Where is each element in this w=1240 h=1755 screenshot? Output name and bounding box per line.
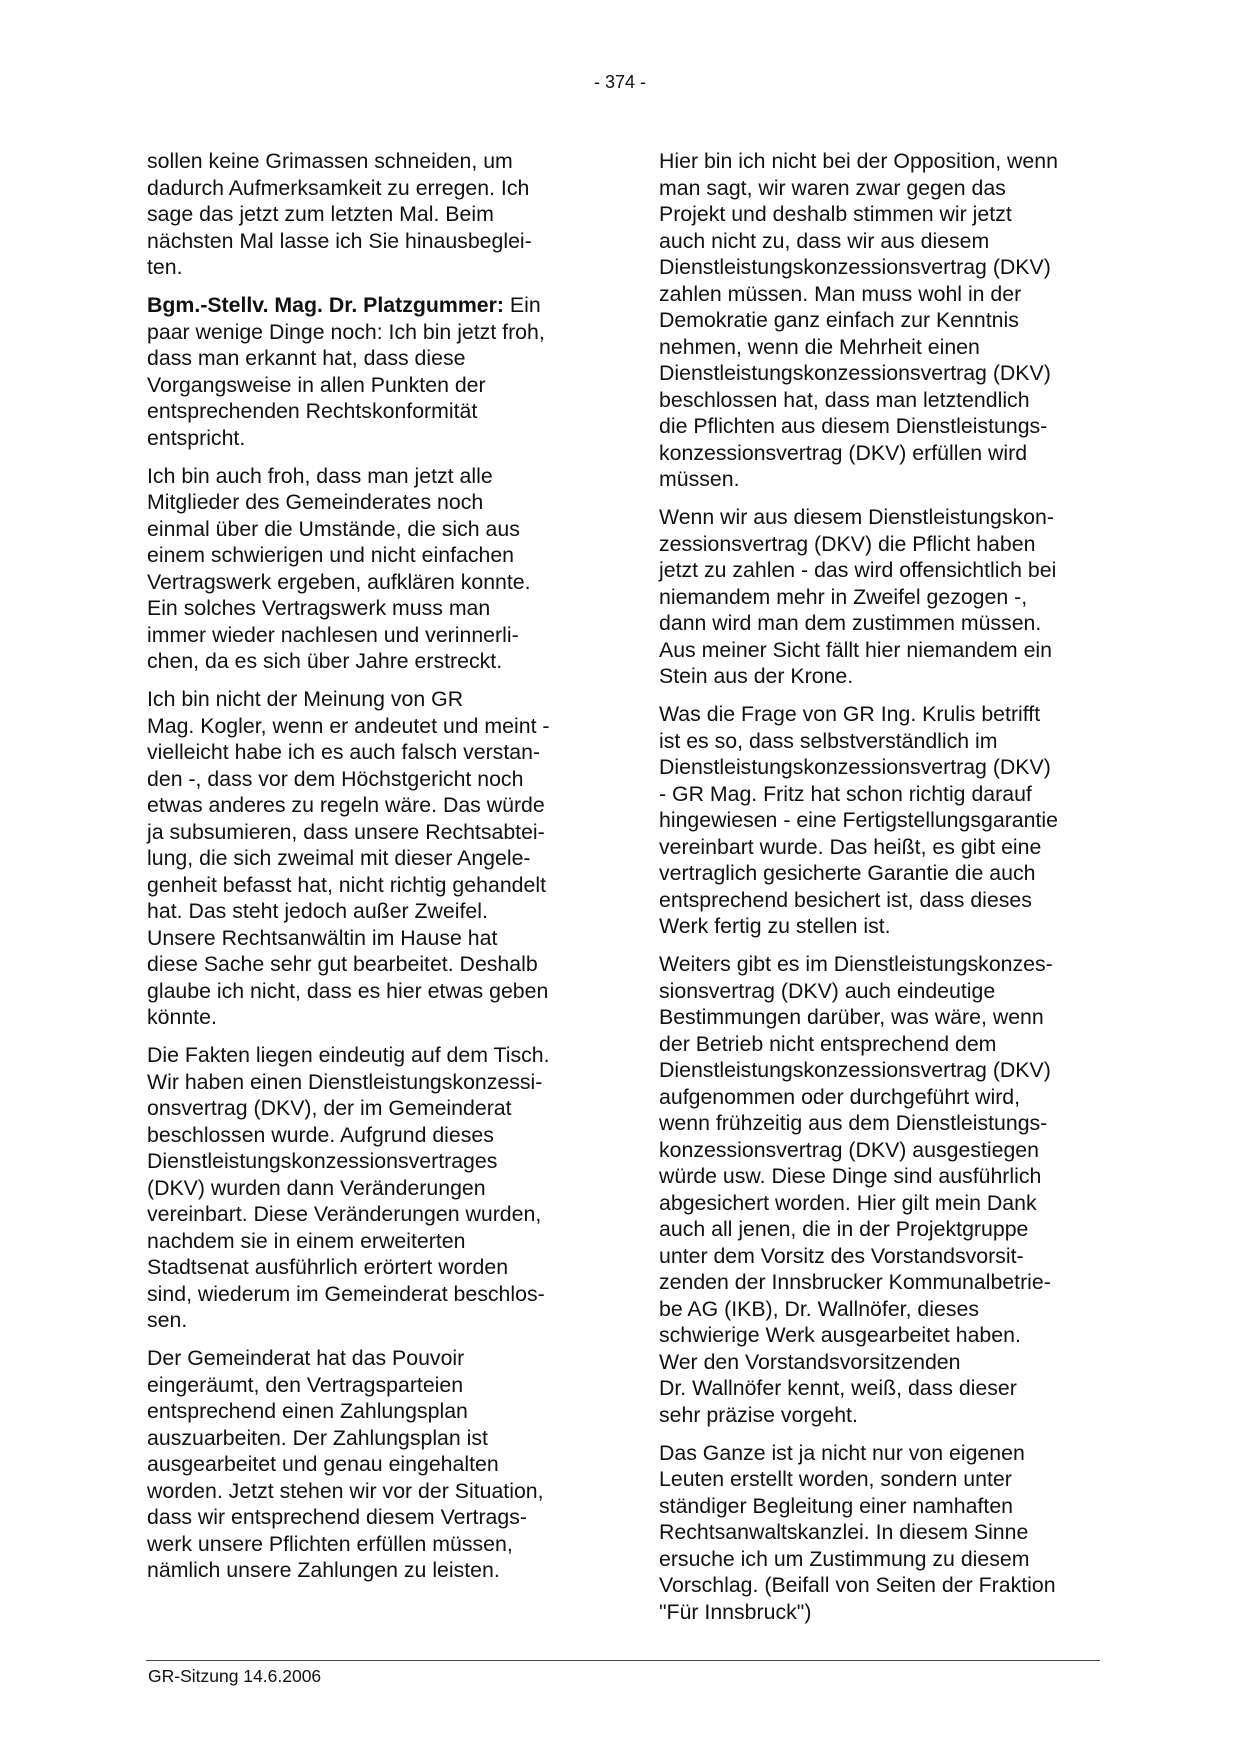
text-line [659,1057,1099,1084]
text-line [147,228,587,255]
line-text: Wer den Vorstandsvorsitzenden [659,1349,961,1374]
line-text: ist es so, dass selbstverständlich im [659,728,998,753]
text-line [659,1402,1099,1429]
text-line [659,663,1099,690]
line-text: einmal über die Umstände, die sich aus [147,516,520,541]
text-line [659,1031,1099,1058]
line-text: auszuarbeiten. Der Zahlungsplan ist [147,1425,488,1450]
text-line [147,819,587,846]
line-text: sind, wiederum im Gemeinderat beschlos- [147,1281,545,1306]
text-line [659,1349,1099,1376]
paragraph [659,148,1099,493]
speaker-name: Bgm.-Stellv. Mag. Dr. Platzgummer: [147,293,504,317]
line-text: lung, die sich zweimal mit dieser Angele- [147,846,531,870]
text-line [147,925,587,952]
text-line [147,1069,587,1096]
text-line [659,1084,1099,1111]
text-line [659,807,1099,834]
line-text: den -, dass vor dem Höchstgericht noch [147,766,524,791]
text-line [659,531,1099,558]
text-line [147,1307,587,1334]
line-text: nachdem sie in einem erweiterten [147,1228,466,1253]
line-text: ja subsumieren, dass unsere Rechtsabtei- [147,819,545,844]
text-line [659,1322,1099,1349]
text-line [147,1372,587,1399]
text-line [659,148,1099,175]
text-line [659,860,1099,887]
line-text: Mag. Kogler, wenn er andeutet und meint - [147,713,550,738]
line-text: sionsvertrag (DKV) auch eindeutige [659,978,996,1003]
line-text: Mitglieder des Gemeinderates noch [147,490,484,514]
line-text: (DKV) wurden dann Veränderungen [147,1175,486,1200]
text-line [659,228,1099,255]
text-line [659,1004,1099,1031]
line-text: der Betrieb nicht entsprechend dem [659,1031,997,1056]
paragraph [147,292,587,451]
text-line [147,739,587,766]
line-text: nämlich unsere Zahlungen zu leisten. [147,1558,500,1582]
line-text: Stein aus der Krone. [659,664,854,688]
line-text: hat. Das steht jedoch außer Zweifel. [147,899,488,923]
line-text: Dienstleistungskonzessionsvertrag (DKV) [659,755,1051,779]
left-column [147,148,587,1595]
text-line [147,1004,587,1031]
text-line [147,542,587,569]
text-line [147,1095,587,1122]
line-text: zessionsvertrag (DKV) die Pflicht haben [659,531,1036,556]
line-text: werk unsere Pflichten erfüllen müssen, [147,1531,513,1556]
text-line [147,1478,587,1505]
text-line [659,781,1099,808]
text-line [147,1148,587,1175]
text-line [659,978,1099,1005]
paragraph [147,1345,587,1584]
text-line [659,637,1099,664]
text-line [147,951,587,978]
line-text: Dienstleistungskonzessionsvertrag (DKV) [659,361,1051,385]
text-line [147,1254,587,1281]
text-line [659,201,1099,228]
text-line [659,834,1099,861]
line-text: Wir haben einen Dienstleistungskonzessi- [147,1069,543,1094]
line-text: könnte. [147,1005,217,1029]
line-text: dann wird man dem zustimmen müssen. [659,611,1042,635]
line-text: - GR Mag. Fritz hat schon richtig darauf [659,781,1032,806]
line-text: dass man erkannt hat, dass diese [147,346,466,370]
text-line [659,1190,1099,1217]
right-column [659,148,1099,1637]
text-line [659,307,1099,334]
text-line [147,1042,587,1069]
line-text: ständiger Begleitung einer namhaften [659,1493,1014,1518]
line-text: Vertragswerk ergeben, aufklären konnte. [147,569,531,594]
line-text: Dienstleistungskonzessionsvertrages [147,1149,498,1173]
text-line [147,713,587,740]
text-line [659,1110,1099,1137]
line-text: Dienstleistungskonzessionsvertrag (DKV) [659,1058,1051,1082]
line-text: diese Sache sehr gut bearbeitet. Deshalb [147,952,538,976]
line-text: vielleicht habe ich es auch falsch verstan- [147,740,541,764]
text-line [659,440,1099,467]
line-text: nehmen, wenn die Mehrheit einen [659,334,980,359]
text-line [659,1440,1099,1467]
paragraph [659,951,1099,1428]
text-line [147,1175,587,1202]
text-line [659,887,1099,914]
text-line [147,595,587,622]
text-line [147,319,587,346]
text-line [147,1345,587,1372]
text-line [147,872,587,899]
line-text: Werk fertig zu stellen ist. [659,914,891,938]
text-line [147,648,587,675]
line-text: würde usw. Diese Dinge sind ausführlich [659,1164,1042,1188]
text-line [659,504,1099,531]
line-text: die Pflichten aus diesem Dienstleistungs- [659,414,1048,438]
text-line [659,610,1099,637]
text-line [147,201,587,228]
line-text: unter dem Vorsitz des Vorstandsvorsit- [659,1243,1024,1268]
text-line [659,951,1099,978]
line-text: beschlossen hat, dass man letztendlich [659,387,1030,412]
text-line [659,466,1099,493]
paragraph [659,701,1099,940]
text-line [147,569,587,596]
line-text: be AG (IKB), Dr. Wallnöfer, dieses [659,1296,979,1321]
text-line [659,754,1099,781]
line-text: vereinbart wurde. Das heißt, es gibt eine [659,834,1042,859]
line-text: hingewiesen - eine Fertigstellungsgarantie [659,808,1058,832]
line-text: sage das jetzt zum letzten Mal. Beim [147,202,494,226]
text-line [659,1137,1099,1164]
line-text: abgesichert worden. Hier gilt mein Dank [659,1190,1037,1215]
line-text: paar wenige Dinge noch: Ich bin jetzt froh, [147,319,545,344]
paragraph [147,1042,587,1334]
line-text: entspricht. [147,425,246,450]
line-text: müssen. [659,467,740,491]
line-text: auch nicht zu, dass wir aus diesem [659,228,990,253]
line-text: Das Ganze ist ja nicht nur von eigenen [659,1440,1025,1465]
text-line [659,557,1099,584]
text-line [659,281,1099,308]
line-text: Demokratie ganz einfach zur Kenntnis [659,308,1019,332]
line-text: auch all jenen, die in der Projektgruppe [659,1217,1029,1241]
text-line [147,175,587,202]
line-text: nächsten Mal lasse ich Sie hinausbeglei- [147,228,532,253]
line-text: Vorschlag. (Beifall von Seiten der Fraktion [659,1573,1056,1597]
footer-rule [146,1660,1100,1661]
text-line [659,1216,1099,1243]
line-text: Ein [503,293,541,317]
text-line [147,372,587,399]
text-line [147,516,587,543]
line-text: vereinbart. Diese Veränderungen wurden, [147,1202,542,1226]
text-line [147,1281,587,1308]
line-text: entsprechend einen Zahlungsplan [147,1399,468,1423]
paragraph [147,148,587,281]
line-text: wenn frühzeitig aus dem Dienstleistungs- [659,1111,1048,1135]
line-text: Rechtsanwaltskanzlei. In diesem Sinne [659,1520,1029,1544]
line-text: genheit befasst hat, nicht richtig gehandelt [147,872,546,897]
text-line [659,701,1099,728]
line-text: Ich bin auch froh, dass man jetzt alle [147,463,493,488]
footer-text: GR-Sitzung 14.6.2006 [148,1666,322,1686]
text-line [147,792,587,819]
line-text: ten. [147,255,183,279]
line-text: Vorgangsweise in allen Punkten der [147,372,486,397]
text-line [659,1599,1099,1626]
text-line [147,1504,587,1531]
line-text: Weiters gibt es im Dienstleistungskonzes- [659,952,1053,976]
text-line [659,334,1099,361]
text-line [147,845,587,872]
line-text: worden. Jetzt stehen wir vor der Situation, [147,1478,544,1503]
line-text: eingeräumt, den Vertragsparteien [147,1372,464,1397]
text-line [659,1493,1099,1520]
line-text: ersuche ich um Zustimmung zu diesem [659,1546,1030,1571]
text-line [659,1296,1099,1323]
text-line [147,292,587,319]
text-line [147,489,587,516]
text-line [147,463,587,490]
text-line [147,1557,587,1584]
page-number: - 374 - [593,72,647,92]
line-text: dadurch Aufmerksamkeit zu erregen. Ich [147,175,530,200]
text-line [659,387,1099,414]
line-text: man sagt, wir waren zwar gegen das [659,175,1006,200]
paragraph [147,686,587,1031]
line-text: niemandem mehr in Zweifel gezogen -, [659,584,1028,609]
text-line [659,1163,1099,1190]
text-line [659,254,1099,281]
text-line [147,398,587,425]
text-line [147,1425,587,1452]
line-text: vertraglich gesicherte Garantie die auch [659,861,1036,885]
text-line [659,1243,1099,1270]
text-line [147,425,587,452]
line-text: beschlossen wurde. Aufgrund dieses [147,1122,494,1147]
text-line [147,766,587,793]
text-line [147,254,587,281]
text-line [659,1466,1099,1493]
line-text: Stadtsenat ausführlich erörtert worden [147,1255,509,1279]
line-text: onsvertrag (DKV), der im Gemeinderat [147,1096,512,1120]
line-text: Unsere Rechtsanwältin im Hause hat [147,925,498,950]
text-line [147,622,587,649]
line-text: Der Gemeinderat hat das Pouvoir [147,1346,465,1370]
line-text: glaube ich nicht, dass es hier etwas geben [147,978,549,1003]
text-line [659,175,1099,202]
line-text: Was die Frage von GR Ing. Krulis betrifft [659,702,1041,726]
line-text: aufgenommen oder durchgeführt wird, [659,1084,1021,1109]
paragraph [659,504,1099,690]
text-line [147,1228,587,1255]
line-text: sen. [147,1308,188,1332]
line-text: Ein solches Vertragswerk muss man [147,596,491,620]
text-line [659,360,1099,387]
line-text: sollen keine Grimassen schneiden, um [147,149,513,173]
line-text: Dienstleistungskonzessionsvertrag (DKV) [659,255,1051,279]
line-text: Hier bin ich nicht bei der Opposition, wenn [659,149,1058,173]
line-text: Ich bin nicht der Meinung von GR [147,687,464,711]
line-text: einem schwierigen und nicht einfachen [147,543,515,567]
line-text: entsprechenden Rechtskonformität [147,399,478,423]
text-line [147,686,587,713]
line-text: zahlen müssen. Man muss wohl in der [659,281,1022,306]
line-text: entsprechend besichert ist, dass dieses [659,887,1032,912]
line-text: Die Fakten liegen eindeutig auf dem Tisch. [147,1043,550,1067]
line-text: Aus meiner Sicht fällt hier niemandem ein [659,637,1052,662]
line-text: jetzt zu zahlen - das wird offensichtlich bei [659,558,1057,582]
line-text: konzessionsvertrag (DKV) ausgestiegen [659,1137,1039,1162]
text-line [659,584,1099,611]
line-text: konzessionsvertrag (DKV) erfüllen wird [659,440,1028,465]
text-line [147,1122,587,1149]
text-line [659,1546,1099,1573]
text-line [147,1201,587,1228]
line-text: immer wieder nachlesen und verinnerli- [147,622,519,647]
line-text: Bestimmungen darüber, was wäre, wenn [659,1005,1044,1029]
text-line [659,728,1099,755]
text-line [659,1269,1099,1296]
line-text: Dr. Wallnöfer kennt, weiß, dass dieser [659,1376,1017,1400]
text-line [147,1398,587,1425]
line-text: etwas anderes zu regeln wäre. Das würde [147,793,545,817]
text-line [147,345,587,372]
text-line [147,1451,587,1478]
text-line [659,1375,1099,1402]
line-text: ausgearbeitet und genau eingehalten [147,1452,499,1476]
line-text: chen, da es sich über Jahre erstreckt. [147,649,503,673]
line-text: "Für Innsbruck") [659,1599,812,1624]
text-line [659,413,1099,440]
text-line [147,148,587,175]
text-line [147,978,587,1005]
paragraph [659,1440,1099,1626]
line-text: schwierige Werk ausgearbeitet haben. [659,1323,1021,1347]
line-text: Wenn wir aus diesem Dienstleistungskon- [659,505,1054,529]
text-line [659,913,1099,940]
line-text: dass wir entsprechend diesem Vertrags- [147,1505,527,1529]
text-line [147,898,587,925]
text-line [147,1531,587,1558]
line-text: sehr präzise vorgeht. [659,1402,858,1427]
text-line [659,1572,1099,1599]
line-text: Leuten erstellt worden, sondern unter [659,1467,1012,1491]
line-text: Projekt und deshalb stimmen wir jetzt [659,202,1012,226]
text-line [659,1519,1099,1546]
paragraph [147,463,587,675]
line-text: zenden der Innsbrucker Kommunalbetrie- [659,1270,1051,1294]
